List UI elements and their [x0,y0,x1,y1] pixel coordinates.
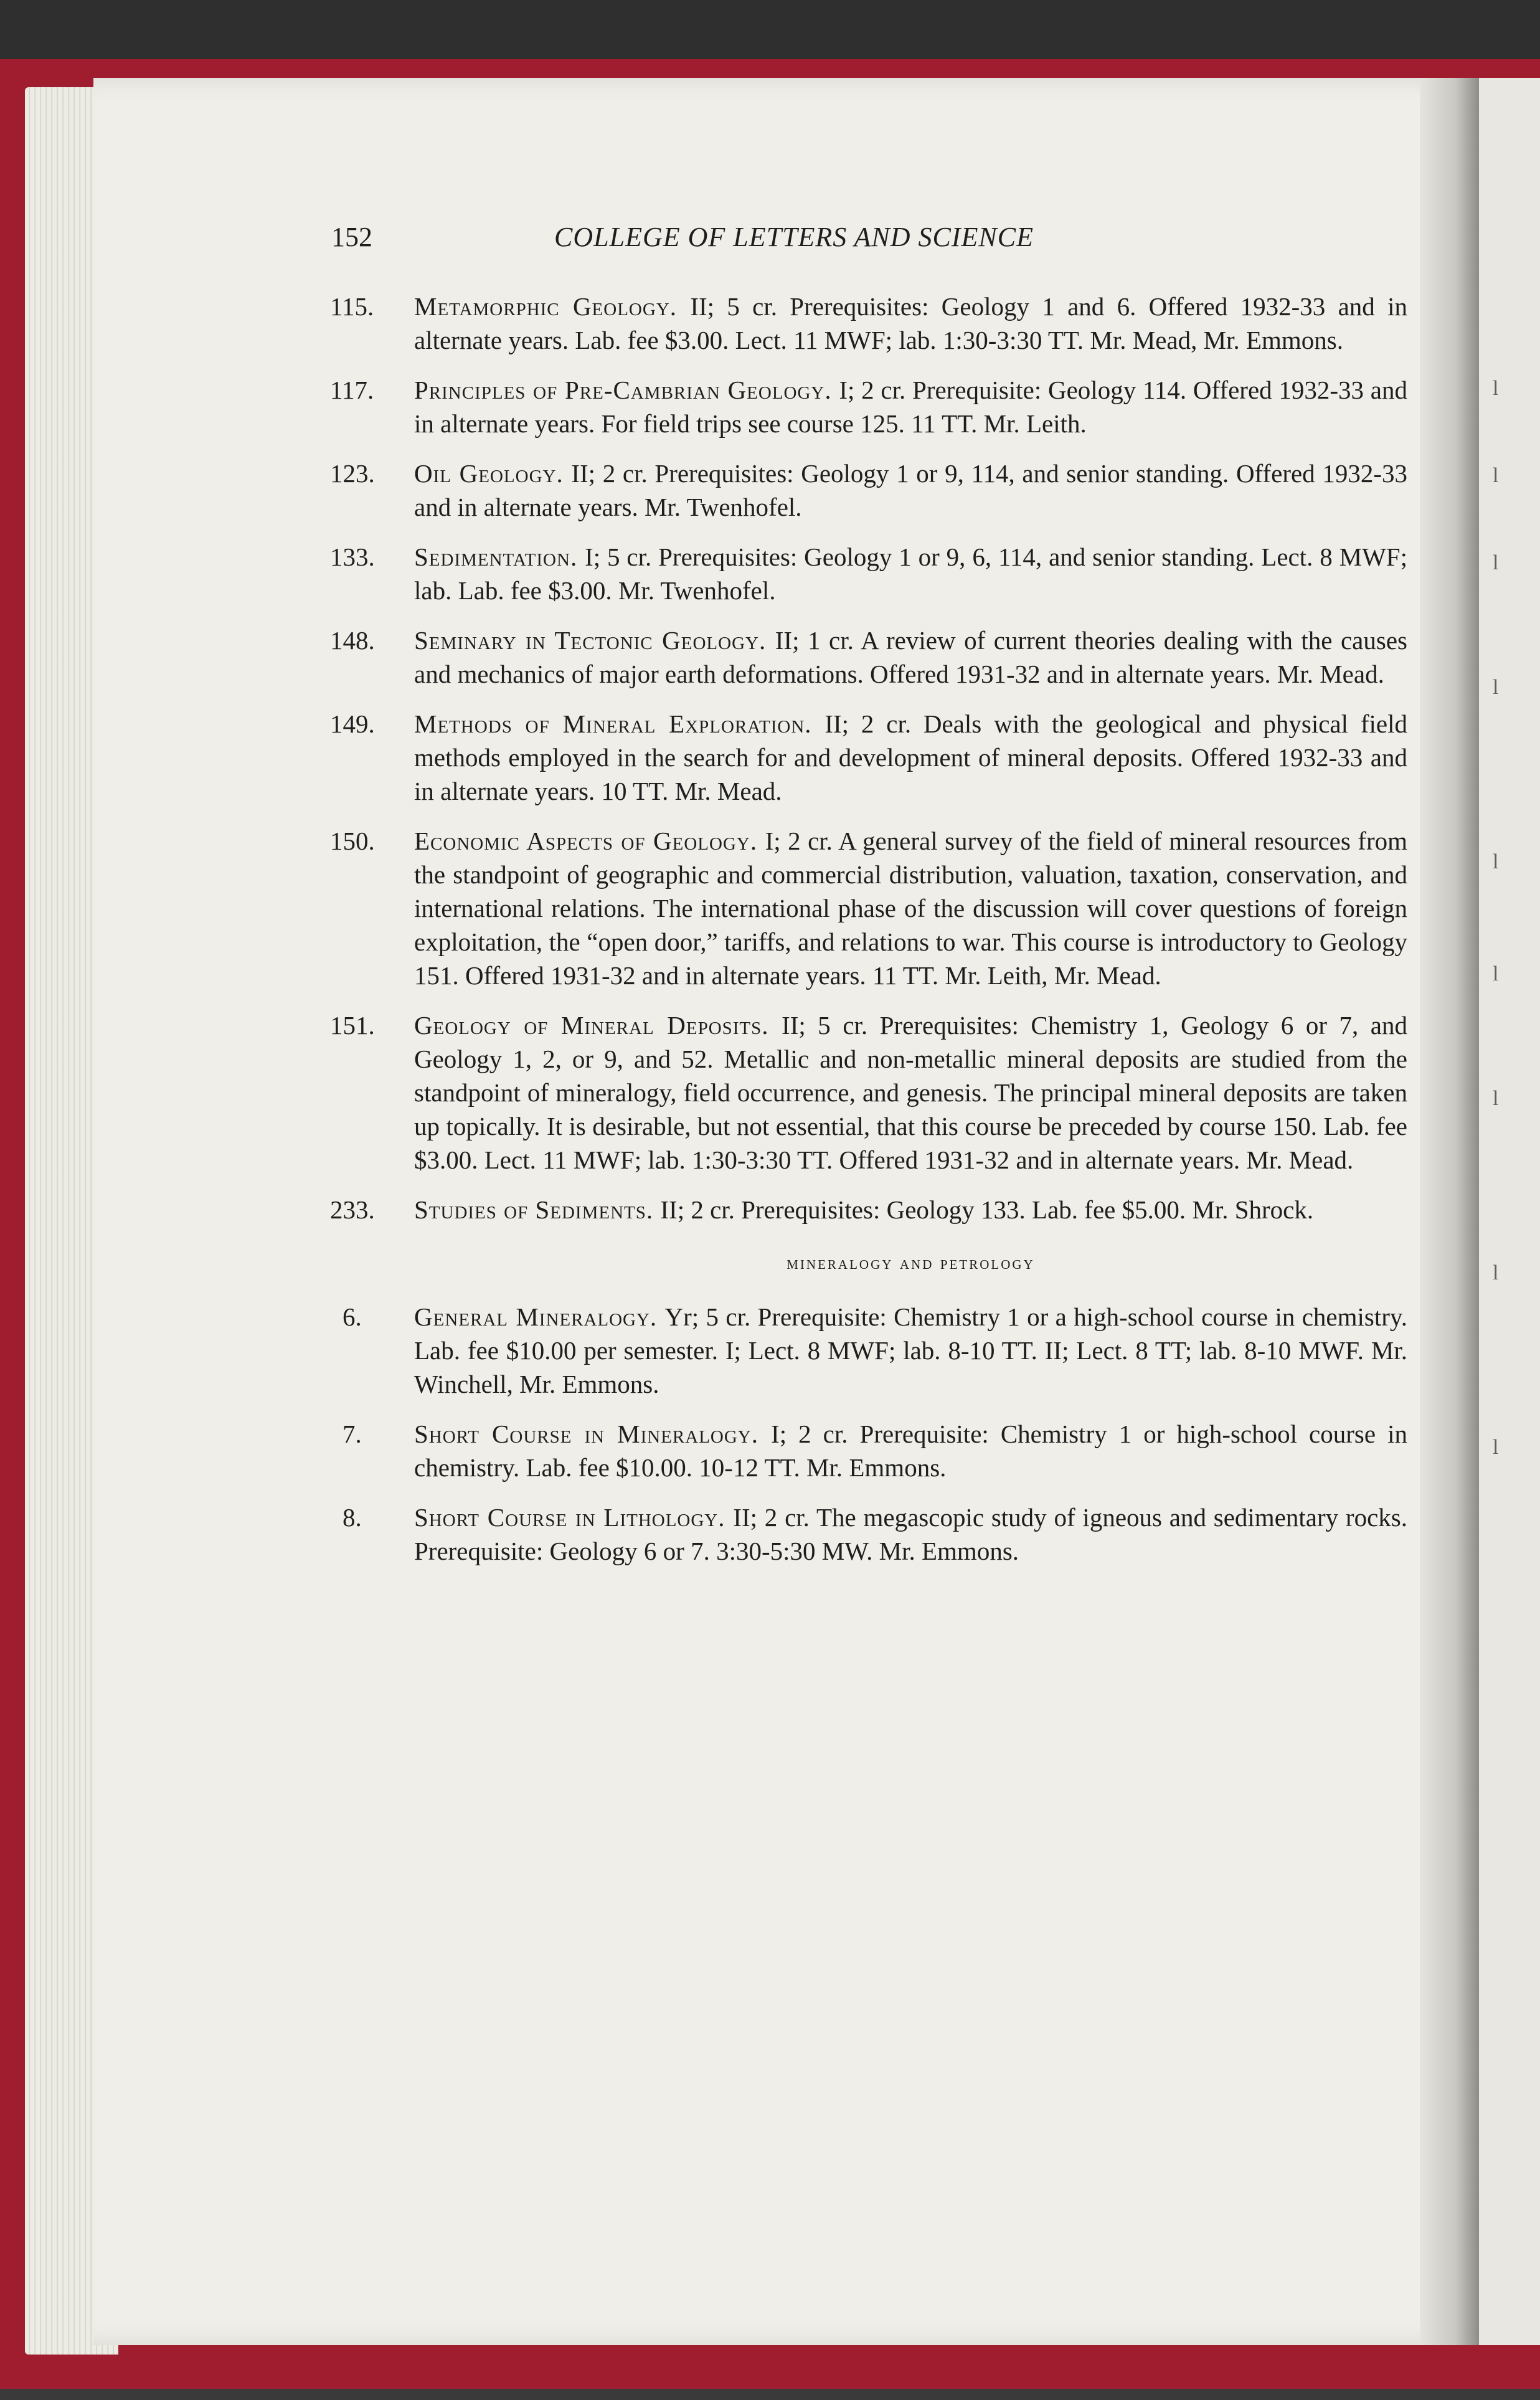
course-title: Principles of Pre-Cambrian Geology. [414,376,839,404]
course-number: 148. [330,626,375,655]
course-entry [237,1300,1407,1401]
course-number: 133. [330,543,375,571]
course-entry [237,1193,1407,1226]
course-description: II; 2 cr. Prerequisites: Geology 1 or 9, 114, and senior standing. Offered 1932-33 and in alternate years. Mr. Twenhofel. [414,459,1407,521]
course-number: 8. [342,1503,362,1532]
course-entry [237,1008,1407,1177]
course-entry [237,824,1407,992]
course-title: Seminary in Tectonic Geology. [414,626,775,655]
scan-background [0,0,1540,69]
page-number: 152 [331,222,372,252]
course-entry [237,624,1407,691]
course-description: II; 2 cr. Deals with the geological and physical field methods employed in the search for and development of mineral deposits. Offered 1932-33 and in alternate years. 10 TT. Mr. Mead. [414,709,1407,805]
course-title: Geology of Mineral Deposits. [414,1011,782,1040]
course-list [237,290,1407,1584]
course-number: 149. [330,709,375,738]
course-description: II; 2 cr. The megascopic study of igneous and sedimentary rocks. Prerequisite: Geology 6 or 7. 3:30-5:30 MW. Mr. Emmons. [414,1503,1407,1565]
course-title: Studies of Sediments. [414,1195,661,1224]
course-title: General Mineralogy. [414,1302,665,1331]
course-title: Metamorphic Geology. [414,292,691,321]
course-number: 7. [342,1420,362,1448]
section-heading: mineralogy and petrology [787,1253,1035,1273]
course-description: II; 1 cr. A review of current theories dealing with the causes and mechanics of major earth deformations. Offered 1931-32 and in alternate years. Mr. Mead. [414,626,1407,688]
course-title: Short Course in Mineralogy. [414,1420,772,1448]
course-entry [237,1501,1407,1568]
course-title: Methods of Mineral Exploration. [414,709,825,738]
page-header [237,221,1407,271]
course-entry [237,1417,1407,1484]
facing-page-edge: l l l l l l l l l [1479,78,1540,2345]
course-title: Short Course in Lithology. [414,1503,734,1532]
course-entry [237,373,1407,440]
course-entry [237,540,1407,607]
course-number: 151. [330,1011,375,1040]
running-title: COLLEGE OF LETTERS AND SCIENCE [554,222,1034,252]
course-title: Oil Geology. [414,459,572,488]
course-description: I; 2 cr. Prerequisite: Chemistry 1 or high-school course in chemistry. Lab. fee $10.00. 10-12 TT. Mr. Emmons. [414,1420,1407,1482]
course-number: 117. [330,376,374,404]
course-entry [237,707,1407,808]
course-description: II; 5 cr. Prerequisites: Geology 1 and 6. Offered 1932-33 and in alternate years. Lab. fee $3.00. Lect. 11 MWF; lab. 1:30-3:30 TT. Mr. Mead, Mr. Emmons. [414,292,1407,354]
course-entry [237,457,1407,524]
course-description: II; 2 cr. Prerequisites: Geology 133. Lab. fee $5.00. Mr. Shrock. [660,1195,1314,1224]
course-number: 233. [330,1195,375,1224]
course-description: Yr; 5 cr. Prerequisite: Chemistry 1 or a high-school course in chemistry. Lab. fee $10.00 per semester. I; Lect. 8 MWF; lab. 8-10 TT. II; Lect. 8 TT; lab. 8-10 MWF. Mr. Winchell, Mr. Emmons. [414,1302,1407,1398]
course-number: 115. [330,292,374,321]
course-title: Economic Aspects of Geology. [414,827,765,855]
course-description: I; 2 cr. A general survey of the field of mineral resources from the standpoint of geographic and commercial distribution, valuation, taxation, conservation, and international relations. The international phase of the discussion will cover questions of foreign exploitation, the “open door,” tariffs, and relations to war. This course is introductory to Geology 151. Offered 1931-32 and in alternate years. 11 TT. Mr. Leith, Mr. Mead. [414,827,1407,990]
course-number: 150. [330,827,375,855]
course-number: 6. [342,1302,362,1331]
course-description: I; 2 cr. Prerequisite: Geology 114. Offered 1932-33 and in alternate years. For field trips see course 125. 11 TT. Mr. Leith. [414,376,1407,438]
course-description: II; 5 cr. Prerequisites: Chemistry 1, Geology 6 or 7, and Geology 1, 2, or 9, and 52. Metallic and non-metallic mineral deposits are studied from the standpoint of mineralogy, field occurrence, and genesis. The principal mineral deposits are taken up topically. It is desirable, but not essential, that this course be preceded by course 150. Lab. fee $3.00. Lect. 11 MWF; lab. 1:30-3:30 TT. Offered 1931-32 and in alternate years. Mr. Mead. [414,1011,1407,1174]
course-entry [237,290,1407,357]
page-gutter-shadow [1420,78,1479,2345]
course-number: 123. [330,459,375,488]
course-title: Sedimentation. [414,543,585,571]
course-description: I; 5 cr. Prerequisites: Geology 1 or 9, 6, 114, and senior standing. Lect. 8 MWF; lab. Lab. fee $3.00. Mr. Twenhofel. [414,543,1407,605]
